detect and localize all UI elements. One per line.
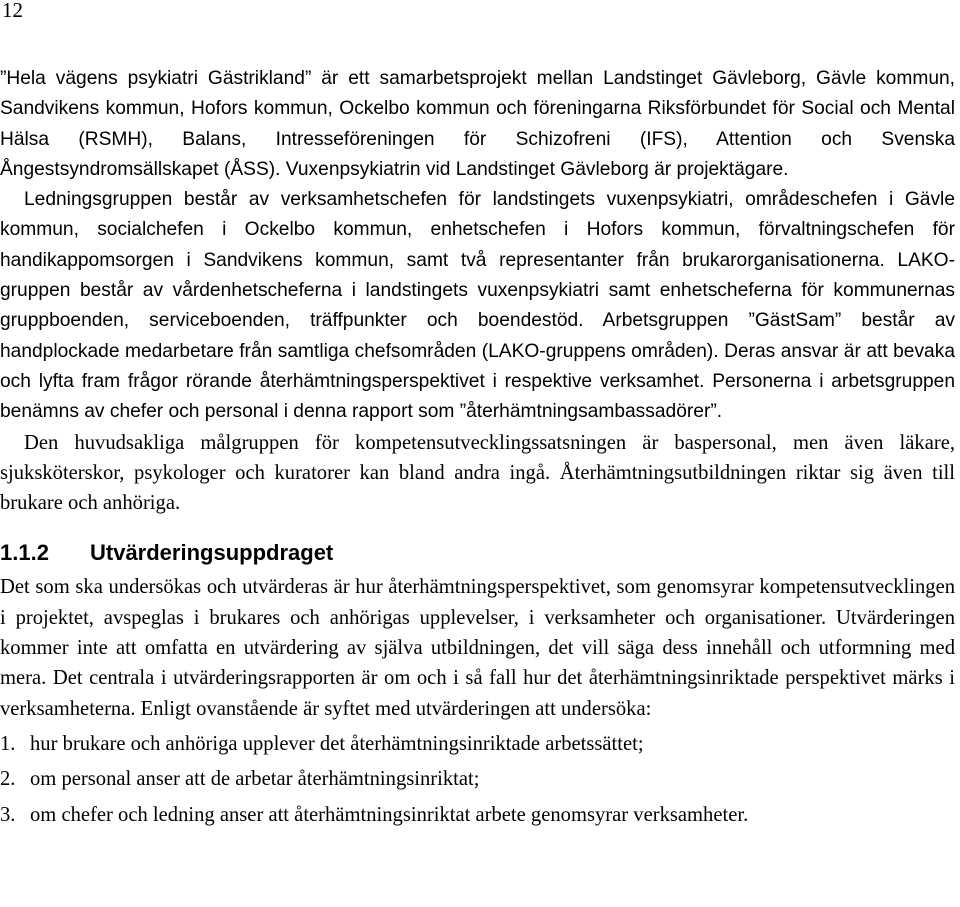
groups-paragraph: Ledningsgruppen består av verksamhetschefen för landstingets vuxenpsykiatri, områdeschefen i Gävle kommun, socialchefen i Ockelbo kommun, enhetschefen i Hofors kommun, förvaltningschefen för handikappomsorgen i Sandvikens kommun, samt två representanter från brukarorganisationerna. LAKO-gruppen består av vårdenhetscheferna i landstingets vuxenpsykiatri samt enhetscheferna för kommunernas gruppboenden, serviceboenden, träffpunkter och boendestöd. Arbetsgruppen ”GästSam” består av handplockade medarbetare från samtliga chefsområden (LAKO-gruppens områden). Deras ansvar är att bevaka och lyfta fram frågor rörande återhämtningsperspektivet i respektive verksamhet. Personerna i arbetsgruppen benämns av chefer och personal i denna rapport som ”återhämtningsambassadörer”. (0, 189, 955, 423)
list-item-text: hur brukare och anhöriga upplever det återhämtningsinriktade arbetssättet; (30, 732, 644, 755)
intro-paragraph: ”Hela vägens psykiatri Gästrikland” är ett samarbetsprojekt mellan Landstinget Gävleborg, Gävle kommun, Sandvikens kommun, Hofors kommun, Ockelbo kommun och föreningarna Riksförbundet för Social och Mental Hälsa (RSMH), Balans, Intresseföreningen för Schizofreni (IFS), Attention och Svenska Ångestsyndromsällskapet (ÅSS). Vuxenpsykiatrin vid Landstinget Gävleborg är projektägare. (0, 68, 955, 180)
list-item (0, 764, 955, 794)
document-body (0, 64, 955, 830)
list-item-text: om personal anser att de arbetar återhämtningsinriktat; (30, 768, 480, 791)
list-item (0, 800, 955, 830)
list-item (0, 729, 955, 759)
page-number: 12 (2, 0, 23, 22)
section-number: 1.1.2 (0, 540, 49, 566)
list-item-text: om chefer och ledning anser att återhämtningsinriktat arbete genomsyrar verksamheter. (30, 803, 749, 826)
section-heading (0, 538, 955, 568)
purpose-list (0, 729, 955, 830)
list-item-marker: 2. (0, 768, 16, 791)
list-item-marker: 3. (0, 803, 16, 826)
list-item-marker: 1. (0, 732, 16, 755)
section-title: Utvärderingsuppdraget (90, 540, 334, 566)
section-paragraph: Det som ska undersökas och utvärderas är hur återhämtningsperspektivet, som genomsyrar kompetensutvecklingen i projektet, avspeglas i brukares och anhörigas upplevelser, i verksamheter och organisationer. Utvärderingen kommer inte att omfatta en utvärdering av själva utbildningen, det vill säga dess innehåll och utformning med mera. Det centrala i utvärderingsrapporten är om och i så fall hur det återhämtningsinriktade perspektivet märks i verksamheterna. Enligt ovanstående är syftet med utvärderingen att undersöka: (0, 576, 955, 720)
target-group-paragraph: Den huvudsakliga målgruppen för kompetensutvecklingssatsningen är baspersonal, men även läkare, sjuksköterskor, psykologer och kuratorer kan bland andra ingå. Återhämtningsutbildningen riktar sig även till brukare och anhöriga. (0, 431, 955, 515)
